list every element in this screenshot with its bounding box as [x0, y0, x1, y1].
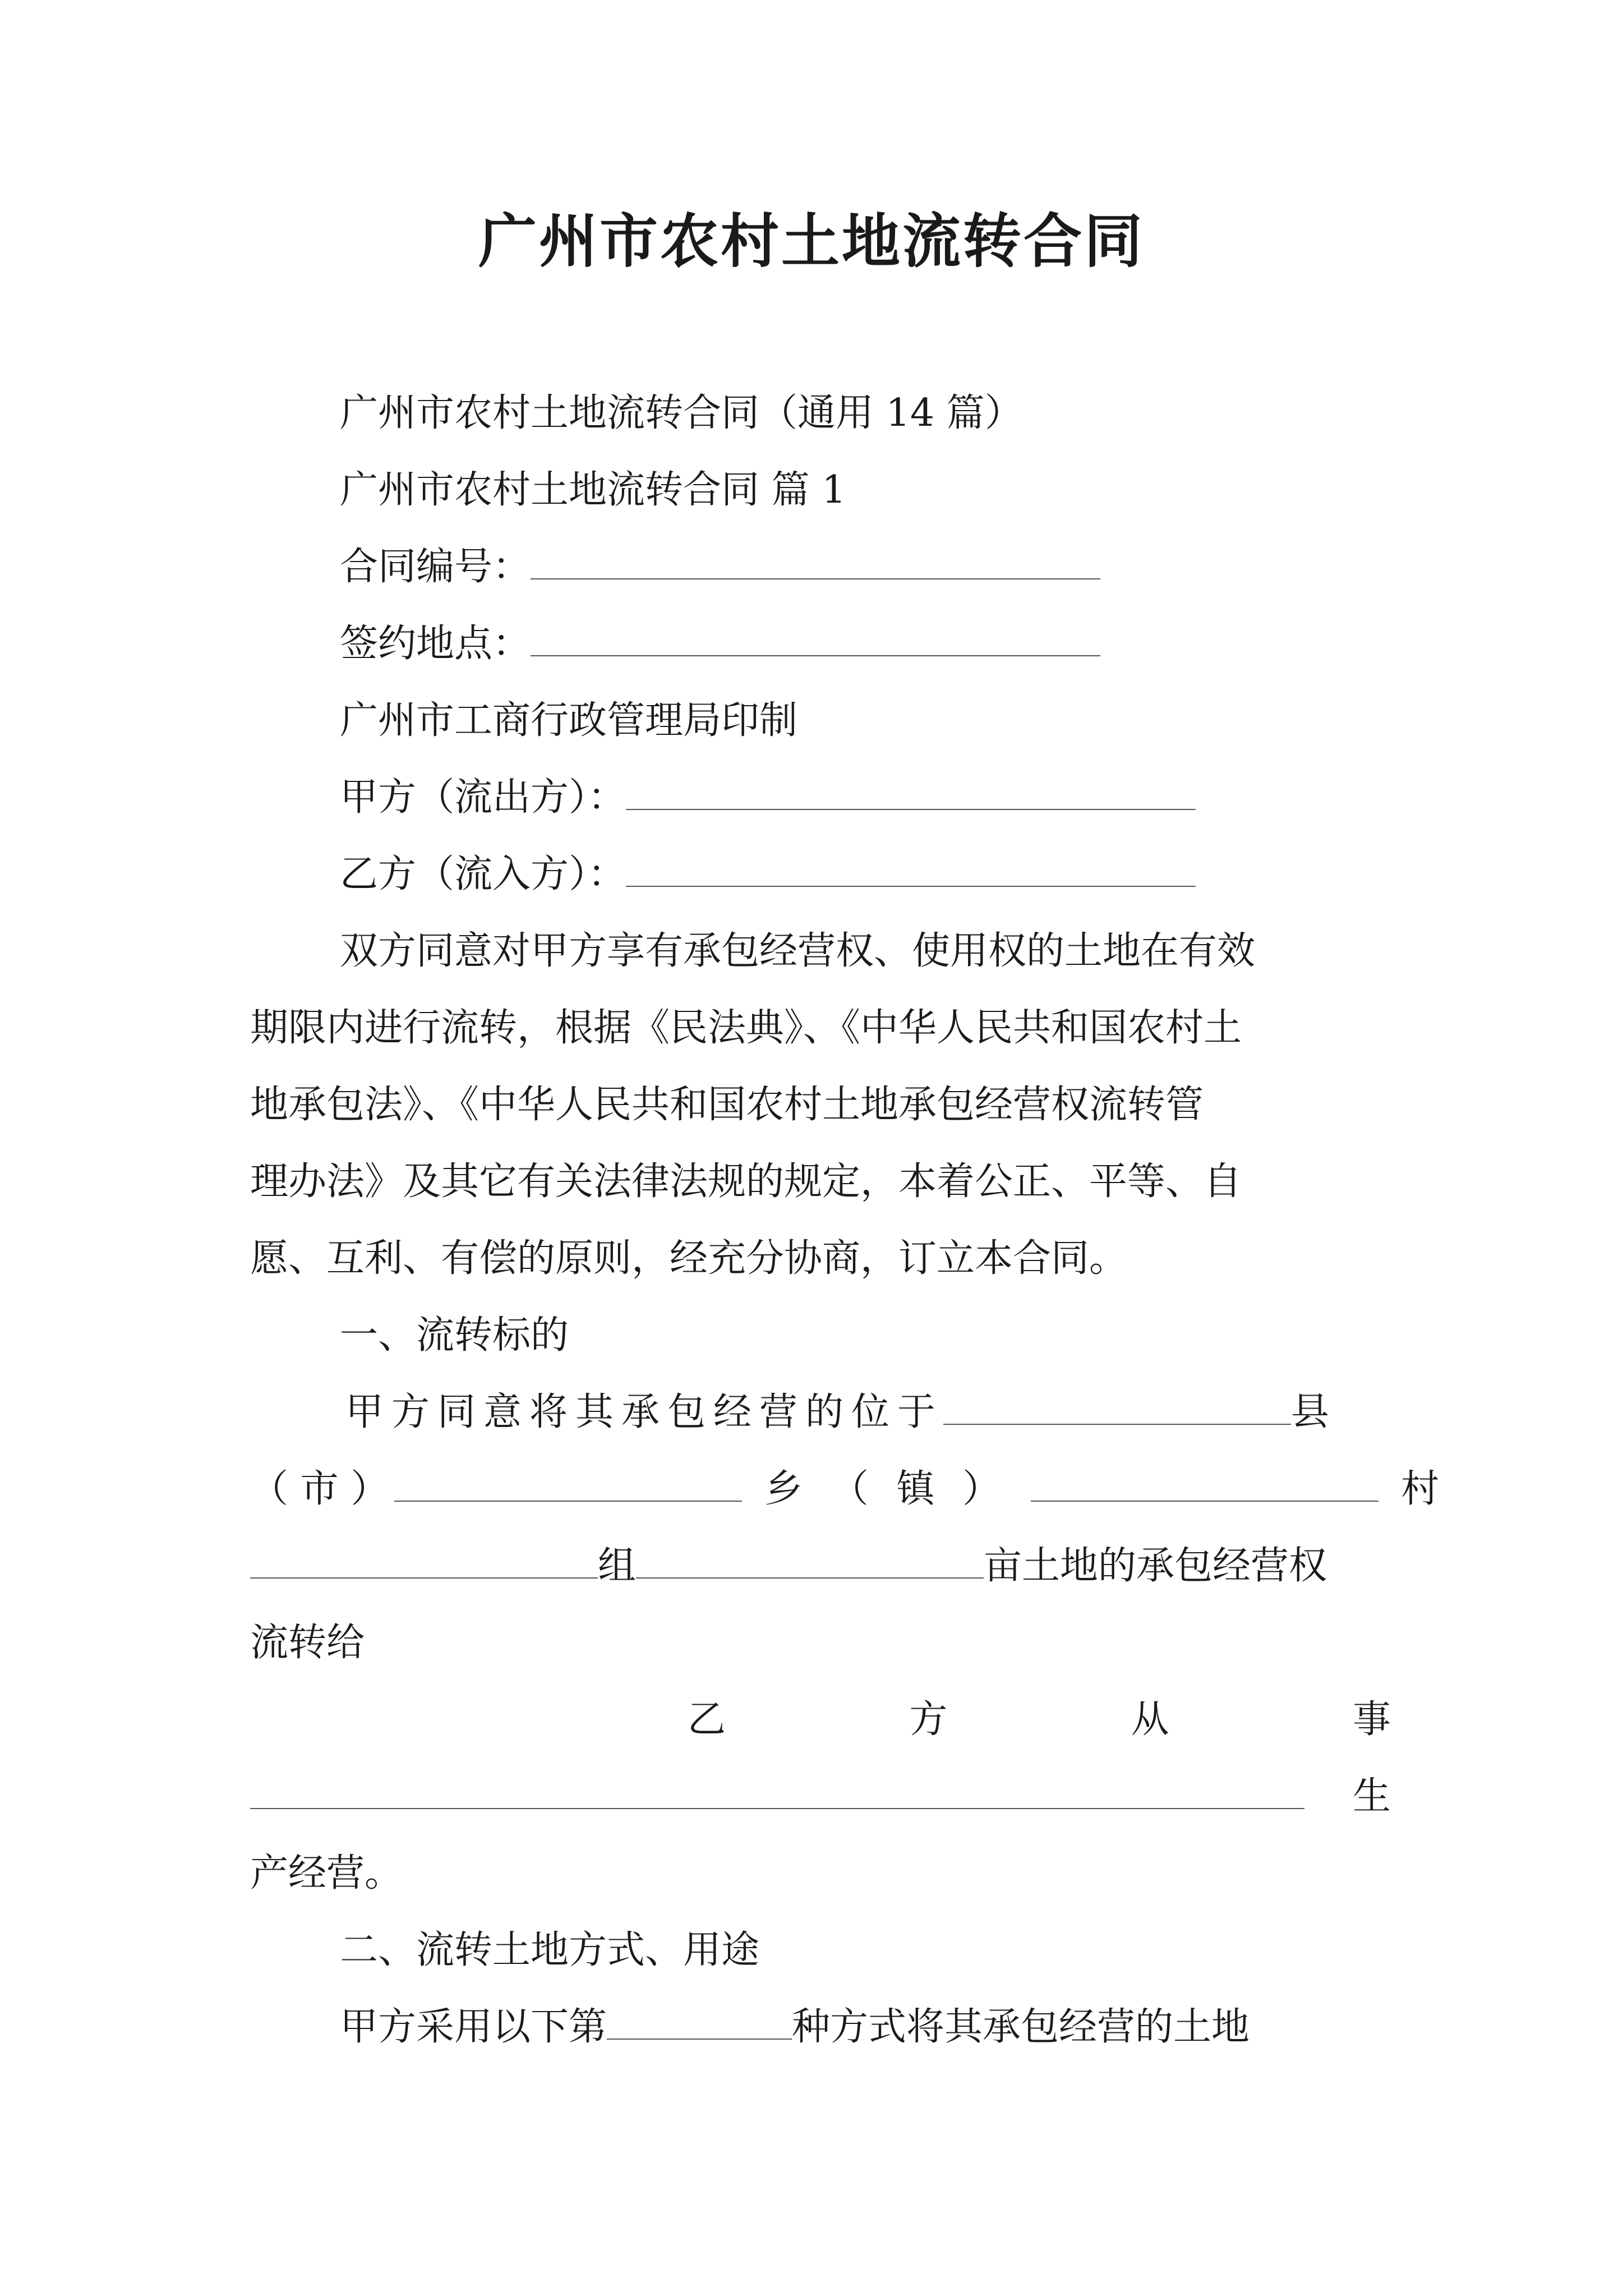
sign-place-blank [531, 622, 1100, 656]
group-label: 组 [598, 1544, 637, 1588]
city-blank [394, 1467, 742, 1502]
preamble-line-3: 地承包法》、《中华人民共和国农村土地承包经营权流转管 [250, 1083, 1204, 1127]
subtitle: 广州市农村土地流转合同（通用 14 篇） [340, 391, 1023, 435]
village-blank [250, 1544, 598, 1579]
preamble-line-2: 期限内进行流转，根据《民法典》、《中华人民共和国农村土 [250, 1006, 1242, 1050]
preamble-line-1: 双方同意对甲方享有承包经营权、使用权的土地在有效 [340, 929, 1256, 973]
transferee-fang: 方 [909, 1697, 948, 1742]
preamble-line-4: 理办法》及其它有关法律法规的规定，本着公正、平等、自 [250, 1159, 1242, 1204]
transferee-yi: 乙 [688, 1697, 726, 1742]
town-label: 乡 （ 镇 ） [764, 1467, 1009, 1511]
party-a-label: 甲方（流出方）： [340, 775, 626, 820]
preamble-line-5: 愿、互利、有偿的原则，经充分协商，订立本合同。 [250, 1236, 1128, 1281]
clause-1-line-1 [345, 1374, 1329, 1451]
party-a-row [340, 759, 1196, 836]
party-b-label: 乙方（流入方）： [340, 852, 626, 896]
party-a-blank [626, 775, 1196, 810]
clause-1-line-7: 产经营。 [250, 1851, 403, 1895]
town-blank [1031, 1467, 1378, 1502]
contract-number-row [340, 528, 1100, 605]
transferee-shi: 事 [1352, 1697, 1391, 1742]
county-label: 县 [1291, 1390, 1330, 1434]
printed-by: 广州市工商行政管理局印制 [340, 698, 798, 743]
clause-2-line-1 [340, 1989, 1249, 2065]
production-char: 生 [1352, 1774, 1391, 1819]
clause-1-text: 甲方同意将其承包经营的位于 [345, 1390, 944, 1434]
party-b-blank [626, 852, 1196, 887]
clause-2-text-a: 甲方采用以下第 [340, 2005, 607, 2049]
mu-blank [636, 1544, 984, 1579]
clause-1-line-6 [250, 1758, 1391, 1835]
clause-1-line-3 [250, 1527, 1327, 1604]
clause-2-heading: 二、流转土地方式、用途 [340, 1928, 760, 1972]
city-label: （ 市 ） [250, 1467, 389, 1511]
business-blank [250, 1774, 1304, 1809]
mu-label: 亩土地的承包经营权 [984, 1544, 1327, 1588]
transferee-cong: 从 [1131, 1697, 1169, 1742]
clause-1-line-2 [250, 1451, 1439, 1527]
clause-1-line-4: 流转给 [250, 1621, 365, 1665]
section-heading: 广州市农村土地流转合同 篇 1 [340, 468, 846, 512]
sign-place-row [340, 605, 1100, 682]
village-label: 村 [1401, 1467, 1440, 1511]
party-b-row [340, 836, 1196, 913]
clause-2-text-b: 种方式将其承包经营的土地 [792, 2005, 1250, 2049]
clause-1-line-5 [688, 1681, 1391, 1758]
sign-place-label: 签约地点： [340, 622, 531, 666]
contract-number-blank [531, 545, 1100, 579]
clause-1-heading: 一、流转标的 [340, 1313, 569, 1358]
contract-number-label: 合同编号： [340, 545, 531, 589]
document-title: 广州市农村土地流转合同 [478, 206, 1145, 275]
county-blank [943, 1390, 1291, 1425]
method-blank [607, 2005, 792, 2040]
